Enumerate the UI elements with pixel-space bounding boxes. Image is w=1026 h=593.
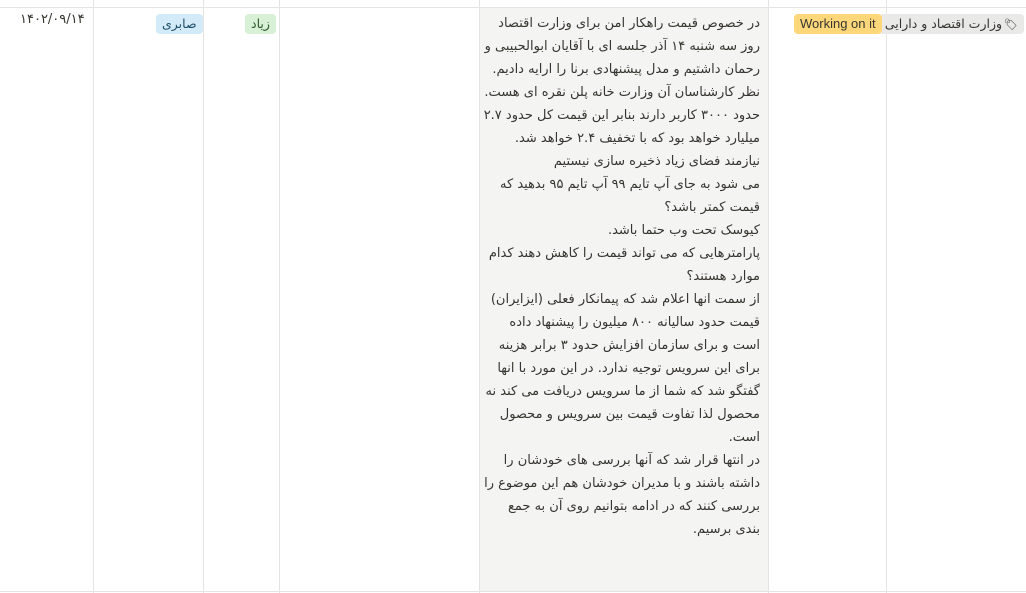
- project-cell[interactable]: [884, 8, 1026, 591]
- empty-cell[interactable]: [280, 8, 479, 591]
- description-text: در خصوص قیمت راهکار امن برای وزارت اقتصاد روز سه شنبه ۱۴ آذر جلسه ای با آقایان ابوالحبیبی و رحمان داشتیم و مدل پیشنهادی برنا را ارایه دادیم. نظر کارشناسان آن وزارت خانه پلن نقره ای هست. حدود ۳۰۰۰ کاربر دارند بنابر این قیمت کل حدود ۲.۷ میلیارد خواهد بود که با تخفیف ۲.۴ خواهد شد. نیازمند فضای زیاد ذخیره سازی نیستیم می شود به جای آپ تایم ۹۹ آپ تایم ۹۵ بدهید که قیمت کمتر باشد؟ کیوسک تحت وب حتما باشد. پارامترهایی که می تواند قیمت را کاهش دهند کدام موارد هستند؟ از سمت انها اعلام شد که پیمانکار فعلی (ایزایران) قیمت حدود سالیانه ۸۰۰ میلیون را پیشنهاد داده است و برای سازمان افزایش حدود ۳ برابر هزینه برای این سرویس توجیه ندارد. در این مورد با انها گفتگو شد که شما از ما سرویس دریافت می کند نه محصول لذا تفاوت قیمت بین سرویس و محصول است. در انتها قرار شد که آنها بررسی های خودشان را داشته باشند و با مدیران خودشان هم این موضوع را بررسی کنند که در ادامه بتوانیم روی آن به جمع بندی برسیم.: [483, 16, 760, 537]
- priority-badge[interactable]: زیاد: [245, 14, 276, 34]
- date-value: ۱۴۰۲/۰۹/۱۴: [20, 12, 85, 27]
- status-badge[interactable]: Working on it: [794, 14, 882, 34]
- project-label: وزارت اقتصاد و دارایی: [884, 16, 1003, 31]
- tag-icon: 🏷: [1004, 18, 1018, 31]
- row-bottom-border: [0, 591, 1026, 592]
- assignee-cell[interactable]: [94, 8, 203, 591]
- assignee-badge[interactable]: صابری: [156, 14, 203, 34]
- status-cell[interactable]: [769, 8, 886, 591]
- description-cell[interactable]: [480, 8, 768, 591]
- priority-cell[interactable]: [204, 8, 279, 591]
- date-cell[interactable]: [0, 8, 93, 591]
- project-tag[interactable]: [879, 14, 1024, 34]
